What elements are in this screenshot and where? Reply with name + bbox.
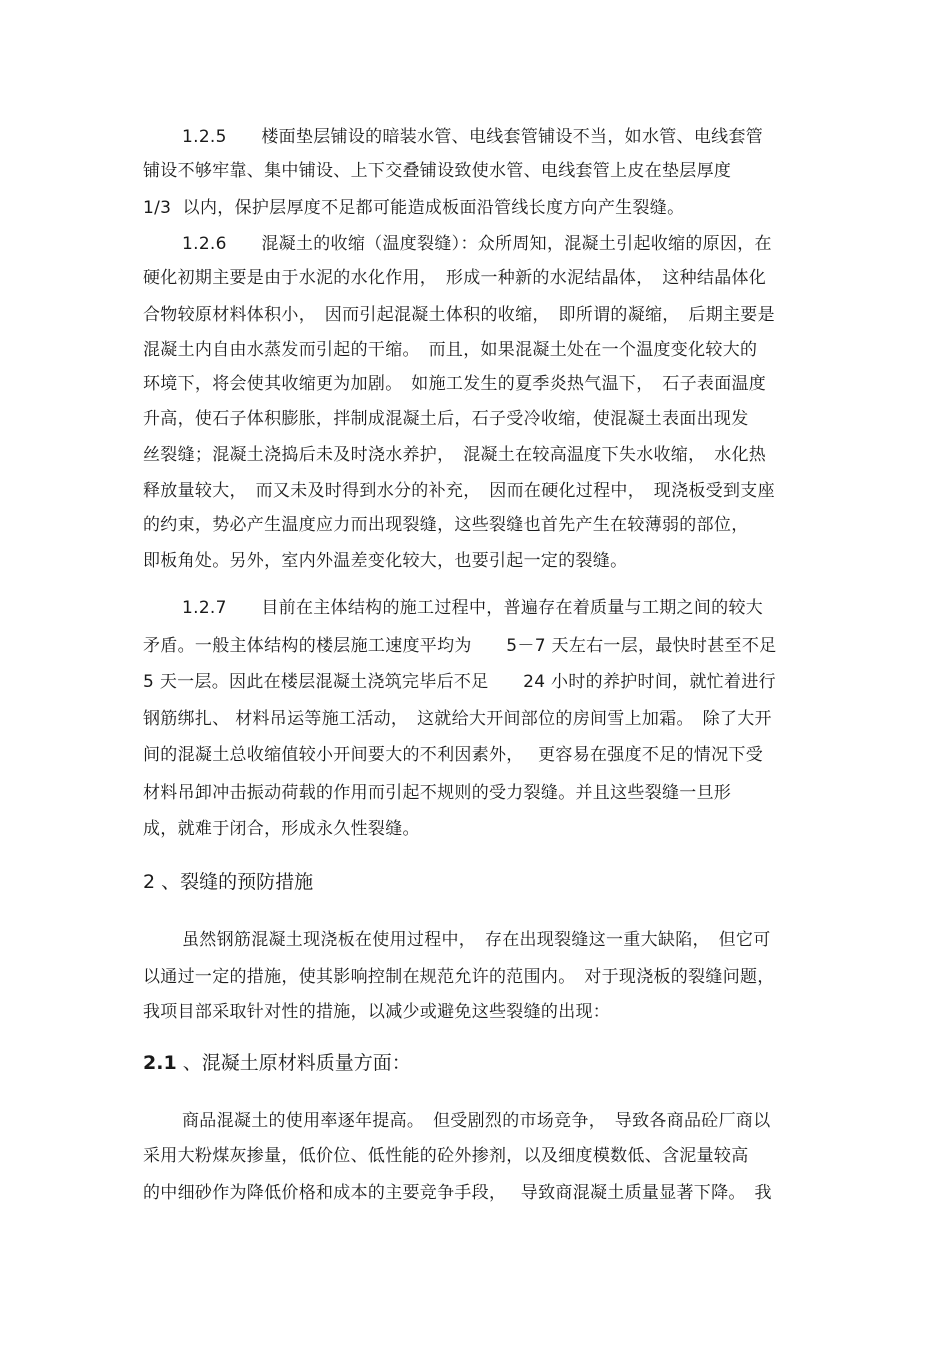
paragraph-1-2-6-line-9: 的约束，势必产生温度应力而出现裂缝，这些裂缝也首先产生在较薄弱的部位， — [143, 515, 749, 535]
paragraph-1-2-6-line-1: 1.2.6 混凝土的收缩（温度裂缝）：众所周知，混凝土引起收缩的原因，在 — [182, 234, 772, 254]
paragraph-1-2-7-line-4: 钢筋绑扎、 材料吊运等施工活动， 这就给大开间部位的房间雪上加霜。 除了大开 — [143, 709, 772, 729]
section-title: 、混凝土原材料质量方面： — [176, 1052, 411, 1074]
paragraph-1-2-7-line-7: 成，就难于闭合，形成永久性裂缝。 — [143, 819, 420, 839]
paragraph-2-1-line-3: 的中细砂作为降低价格和成本的主要竞争手段， 导致商混凝土质量显著下降。 我 — [143, 1183, 772, 1203]
paragraph-1-2-6-line-4: 混凝土内自由水蒸发而引起的干缩。 而且，如果混凝土处在一个温度变化较大的 — [143, 340, 758, 360]
paragraph-1-2-6-line-8: 释放量较大， 而又未及时得到水分的补充， 因而在硬化过程中， 现浇板受到支座 — [143, 481, 775, 501]
paragraph-1-2-7-line-6: 材料吊卸冲击振动荷载的作用而引起不规则的受力裂缝。并且这些裂缝一旦形 — [143, 783, 732, 803]
paragraph-1-2-6-line-3: 合物较原材料体积小， 因而引起混凝土体积的收缩， 即所谓的凝缩， 后期主要是 — [143, 305, 775, 325]
paragraph-1-2-6-line-6: 升高，使石子体积膨胀，拌制成混凝土后，石子受冷收缩，使混凝土表面出现发 — [143, 409, 749, 429]
paragraph-1-2-5-line-2: 铺设不够牢靠、集中铺设、上下交叠铺设致使水管、电线套管上皮在垫层厚度 — [143, 161, 732, 181]
paragraph-1-2-7-line-5: 间的混凝土总收缩值较小开间要大的不利因素外， 更容易在强度不足的情况下受 — [143, 745, 764, 765]
section-heading-2: 2 、裂缝的预防措施 — [143, 871, 314, 893]
paragraph-1-2-6-line-7: 丝裂缝；混凝土浇捣后未及时浇水养护， 混凝土在较高温度下失水收缩， 水化热 — [143, 445, 767, 465]
paragraph-2-line-3: 我项目部采取针对性的措施，以减少或避免这些裂缝的出现： — [143, 1002, 611, 1022]
paragraph-2-line-2: 以通过一定的措施，使其影响控制在规范允许的范围内。 对于现浇板的裂缝问题， — [143, 967, 775, 987]
paragraph-1-2-6-line-10: 即板角处。另外，室内外温差变化较大，也要引起一定的裂缝。 — [143, 551, 628, 571]
section-number: 2.1 — [143, 1052, 177, 1074]
paragraph-1-2-7-line-3: 5 天一层。因此在楼层混凝土浇筑完毕后不足 24 小时的养护时间，就忙着进行 — [143, 672, 776, 692]
paragraph-2-line-1: 虽然钢筋混凝土现浇板在使用过程中， 存在出现裂缝这一重大缺陷， 但它可 — [182, 930, 771, 950]
paragraph-1-2-7-line-2: 矛盾。一般主体结构的楼层施工速度平均为 5－7 天左右一层，最快时甚至不足 — [143, 636, 777, 656]
paragraph-2-1-line-1: 商品混凝土的使用率逐年提高。 但受剧烈的市场竞争， 导致各商品砼厂商以 — [182, 1111, 771, 1131]
paragraph-2-1-line-2: 采用大粉煤灰掺量，低价位、低性能的砼外掺剂，以及细度模数低、含泥量较高 — [143, 1146, 749, 1166]
paragraph-1-2-5-line-1: 1.2.5 楼面垫层铺设的暗装水管、电线套管铺设不当，如水管、电线套管 — [182, 127, 764, 147]
paragraph-1-2-6-line-2: 硬化初期主要是由于水泥的水化作用， 形成一种新的水泥结晶体， 这种结晶体化 — [143, 268, 767, 288]
section-heading-2-1 — [143, 1051, 411, 1075]
paragraph-1-2-5-line-3: 1/3 以内，保护层厚度不足都可能造成板面沿管线长度方向产生裂缝。 — [143, 198, 685, 218]
paragraph-1-2-7-line-1: 1.2.7 目前在主体结构的施工过程中，普遍存在着质量与工期之间的较大 — [182, 598, 764, 618]
paragraph-1-2-6-line-5: 环境下，将会使其收缩更为加剧。 如施工发生的夏季炎热气温下， 石子表面温度 — [143, 374, 767, 394]
